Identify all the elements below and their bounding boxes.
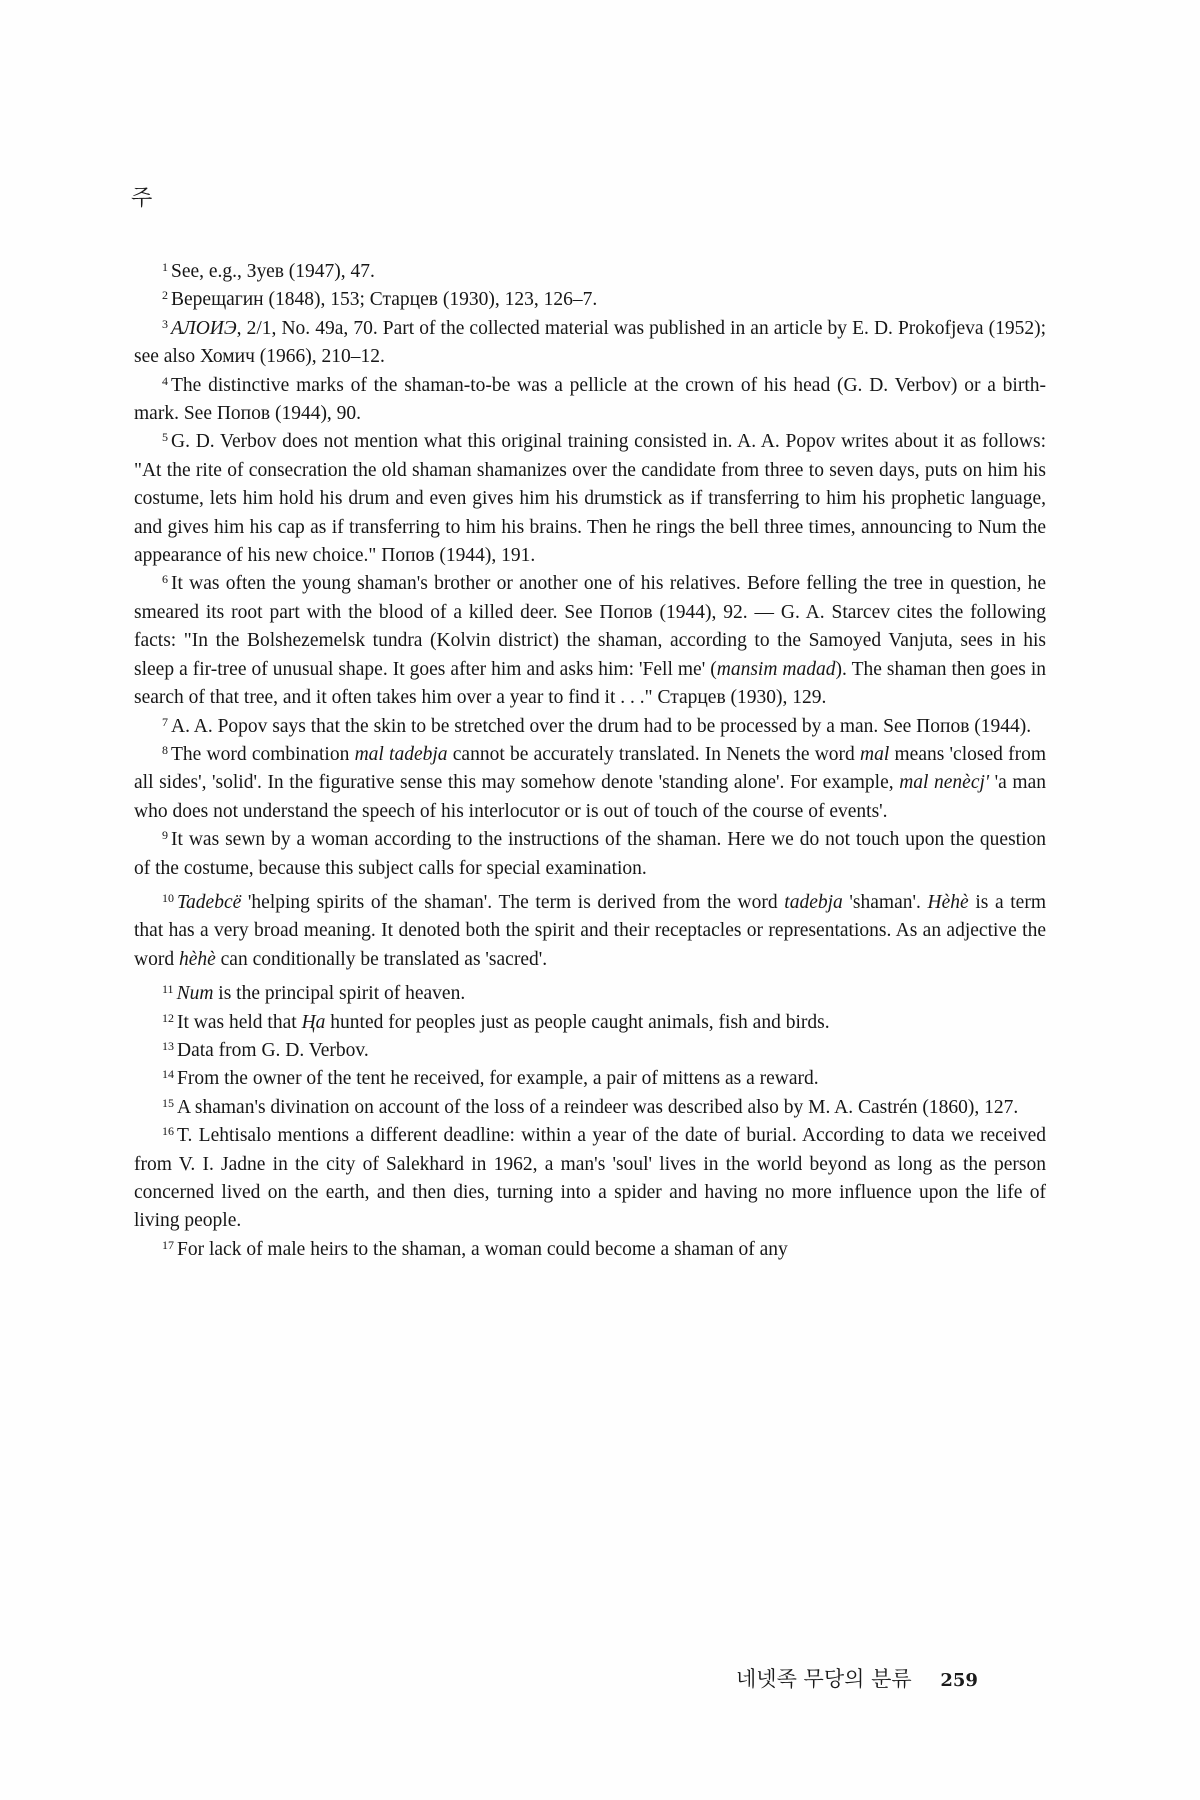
footnote-5 bbox=[134, 428, 1046, 570]
footnote-text: Data from G. D. Verbov. bbox=[177, 1039, 369, 1061]
footnote-3 bbox=[134, 315, 1046, 372]
italic-term: mal bbox=[860, 743, 890, 765]
italic-term: mal nenècj' bbox=[899, 772, 990, 794]
notes-heading: 주 bbox=[131, 186, 153, 211]
italic-term: hèhè bbox=[178, 948, 216, 970]
footnote-number: 10 bbox=[162, 890, 174, 905]
footnote-text: ). The shaman then goes in search of that tree, and it often takes him over a year to find it . . ." Старцев (1930), 129. bbox=[134, 658, 1046, 709]
footnote-15 bbox=[134, 1094, 1046, 1122]
footnote-17 bbox=[134, 1236, 1046, 1264]
footnote-text: Верещагин (1848), 153; Старцев (1930), 123, 126–7. bbox=[171, 289, 598, 311]
footnote-number: 14 bbox=[162, 1067, 174, 1082]
footnote-number: 17 bbox=[162, 1237, 174, 1252]
footnote-text: , 2/1, No. 49a, 70. Part of the collected material was published in an article by E. D. Prokofjeva (1952); see also Хомич (1966), 210–12. bbox=[134, 317, 1046, 368]
footnote-number: 1 bbox=[162, 260, 168, 274]
footnote-text: From the owner of the tent he received, for example, a pair of mittens as a reward. bbox=[177, 1068, 819, 1090]
footnote-text: 'helping spirits of the shaman'. The term is derived from the word bbox=[241, 891, 785, 913]
footnote-6 bbox=[134, 570, 1046, 712]
footnote-text: G. D. Verbov does not mention what this original training consisted in. A. A. Popov writes about it as follows: "At the rite of consecration the old shaman shamanizes over the candidate from three to seven days, puts on him his costume, lets him hold his drum and even gives him his drumstick as if transferring to him his prophetic language, and gives him his cap as if transferring to him his brains. Then he rings the bell three times, announcing to Num the appearance of his new choice." Попов (1944), 191. bbox=[134, 431, 1046, 567]
footnote-text: is a term that has a very broad meaning. It denoted both the spirit and their receptacles or representations. As an adjective the word bbox=[134, 891, 1046, 970]
footnote-16 bbox=[134, 1122, 1046, 1236]
footnote-14 bbox=[134, 1065, 1046, 1093]
italic-term: mansim madad bbox=[716, 658, 836, 680]
footnote-text: 'shaman'. bbox=[842, 891, 928, 913]
footnote-13 bbox=[134, 1037, 1046, 1065]
footnote-8 bbox=[134, 741, 1046, 826]
footnote-number: 12 bbox=[162, 1010, 174, 1025]
italic-term: АЛОИЭ bbox=[171, 317, 237, 339]
italic-term: Hèhè bbox=[927, 891, 969, 913]
italic-term: tadebja bbox=[784, 891, 843, 913]
running-title: 네넷족 무당의 분류 bbox=[736, 1667, 912, 1691]
footnote-number: 11 bbox=[162, 982, 174, 997]
italic-term: mal tadebja bbox=[354, 743, 448, 765]
footnotes-list bbox=[134, 258, 1046, 1264]
footnote-number: 2 bbox=[162, 288, 168, 303]
footnote-text: It was held that bbox=[177, 1011, 302, 1033]
italic-term: Num bbox=[176, 983, 214, 1005]
footnote-12 bbox=[134, 1009, 1046, 1037]
footnote-2 bbox=[134, 286, 1046, 314]
footnote-text: can conditionally be translated as 'sacred'. bbox=[215, 948, 548, 970]
italic-term: Tadebcë bbox=[177, 891, 242, 913]
footnote-number: 3 bbox=[162, 316, 168, 331]
footnote-text: 'a man who does not understand the speech of his interlocutor or is out of touch of the course of events'. bbox=[134, 772, 1046, 822]
footnote-number: 7 bbox=[162, 714, 168, 729]
footnote-text: For lack of male heirs to the shaman, a woman could become a shaman of any bbox=[177, 1238, 788, 1260]
footnote-text: T. Lehtisalo mentions a different deadline: within a year of the date of burial. According to data we received from V. I. Jadne in the city of Salekhard in 1962, a man's 'soul' lives in the world beyond as long as the person concerned lived on the earth, and then dies, turning into a spider and having no more influence upon the life of living people. bbox=[134, 1125, 1046, 1232]
footnote-number: 6 bbox=[162, 572, 168, 587]
footnote-text: is the principal spirit of heaven. bbox=[213, 983, 466, 1005]
footnote-text: The word combination bbox=[171, 743, 355, 765]
footnote-11 bbox=[134, 980, 1046, 1008]
footnote-7 bbox=[134, 713, 1046, 741]
italic-term: Ңa bbox=[301, 1011, 326, 1033]
footnote-number: 4 bbox=[162, 373, 168, 388]
footnote-1 bbox=[134, 258, 1046, 286]
footnote-text: A shaman's divination on account of the loss of a reindeer was described also by M. A. Castrén (1860), 127. bbox=[177, 1096, 1019, 1118]
footnote-number: 8 bbox=[162, 742, 168, 757]
footnote-text: cannot be accurately translated. In Nenets the word bbox=[447, 743, 861, 765]
footnote-text: It was often the young shaman's brother or another one of his relatives. Before felling the tree in question, he smeared its root part with the blood of a killed deer. See Попов (1944), 92. — G. A. Starcev cites the following facts: "In the Bolshezemelsk tundra (Kolvin district) the shaman, according to the Samoyed Vanjuta, sees in his sleep a fir-tree of unusual shape. It goes after him and asks him: 'Fell me' ( bbox=[134, 573, 1046, 680]
footnote-4 bbox=[134, 372, 1046, 429]
footnote-number: 9 bbox=[162, 828, 168, 843]
footnote-9 bbox=[134, 826, 1046, 883]
footnote-text: The distinctive marks of the shaman-to-be was a pellicle at the crown of his head (G. D. Verbov) or a birth-mark. See Попов (1944), 90. bbox=[134, 374, 1046, 425]
footnote-number: 13 bbox=[162, 1038, 174, 1053]
footnote-text: means 'closed from all sides', 'solid'. In the figurative sense this may somehow denote 'standing alone'. For example, bbox=[134, 743, 1046, 794]
footnote-text: A. A. Popov says that the skin to be stretched over the drum had to be processed by a man. See Попов (1944). bbox=[171, 715, 1032, 737]
footnote-text: See, e.g., Зуев (1947), 47. bbox=[171, 261, 375, 282]
footnote-number: 16 bbox=[162, 1124, 174, 1139]
footnote-text: hunted for peoples just as people caught animals, fish and birds. bbox=[325, 1011, 830, 1033]
footnote-number: 15 bbox=[162, 1095, 174, 1110]
page-footer bbox=[736, 1664, 978, 1696]
footnote-text: It was sewn by a woman according to the instructions of the shaman. Here we do not touch upon the question of the costume, because this subject calls for special examination. bbox=[134, 829, 1046, 879]
page-number: 259 bbox=[940, 1670, 978, 1691]
footnote-10 bbox=[134, 889, 1046, 974]
footnote-number: 5 bbox=[162, 430, 168, 445]
